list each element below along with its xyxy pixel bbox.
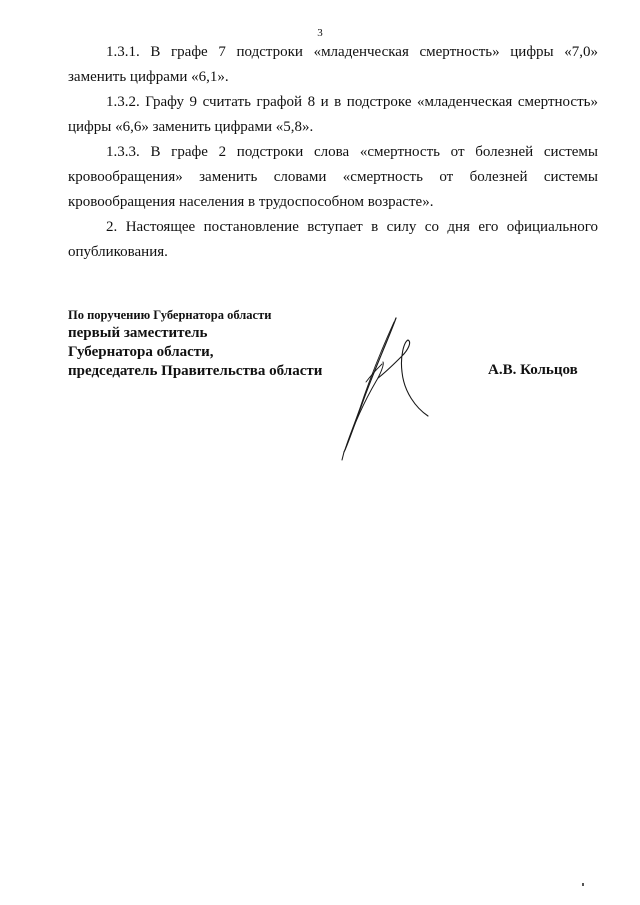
scan-artifact — [582, 883, 584, 886]
signatory-title-line-3: председатель Правительства области — [68, 363, 323, 379]
signatory-name: А.В. Кольцов — [488, 362, 578, 378]
paragraph-2: 2. Настоящее постановление вступает в силу со дня его официального опубликования. — [68, 219, 598, 260]
signatory-title-line-2: Губернатора области, — [68, 344, 214, 360]
page-number: 3 — [317, 27, 323, 39]
paragraph-1-3-1: 1.3.1. В графе 7 подстроки «младенческая смертность» цифры «7,0» заменить цифрами «6,1». — [68, 44, 598, 85]
signatory-block — [68, 306, 322, 381]
document-body — [68, 40, 598, 265]
handwritten-signature — [336, 312, 436, 462]
on-behalf-line: По поручению Губернатора области — [68, 308, 272, 322]
paragraph-1-3-2: 1.3.2. Графу 9 считать графой 8 и в подстроке «младенческая смертность» цифры «6,6» заменить цифрами «5,8». — [68, 94, 598, 135]
paragraph-1-3-3: 1.3.3. В графе 2 подстроки слова «смертность от болезней системы кровообращения» заменить словами «смертность от болезней системы кровообращения населения в трудоспособном возрасте». — [68, 144, 598, 210]
signatory-title-line-1: первый заместитель — [68, 325, 208, 341]
